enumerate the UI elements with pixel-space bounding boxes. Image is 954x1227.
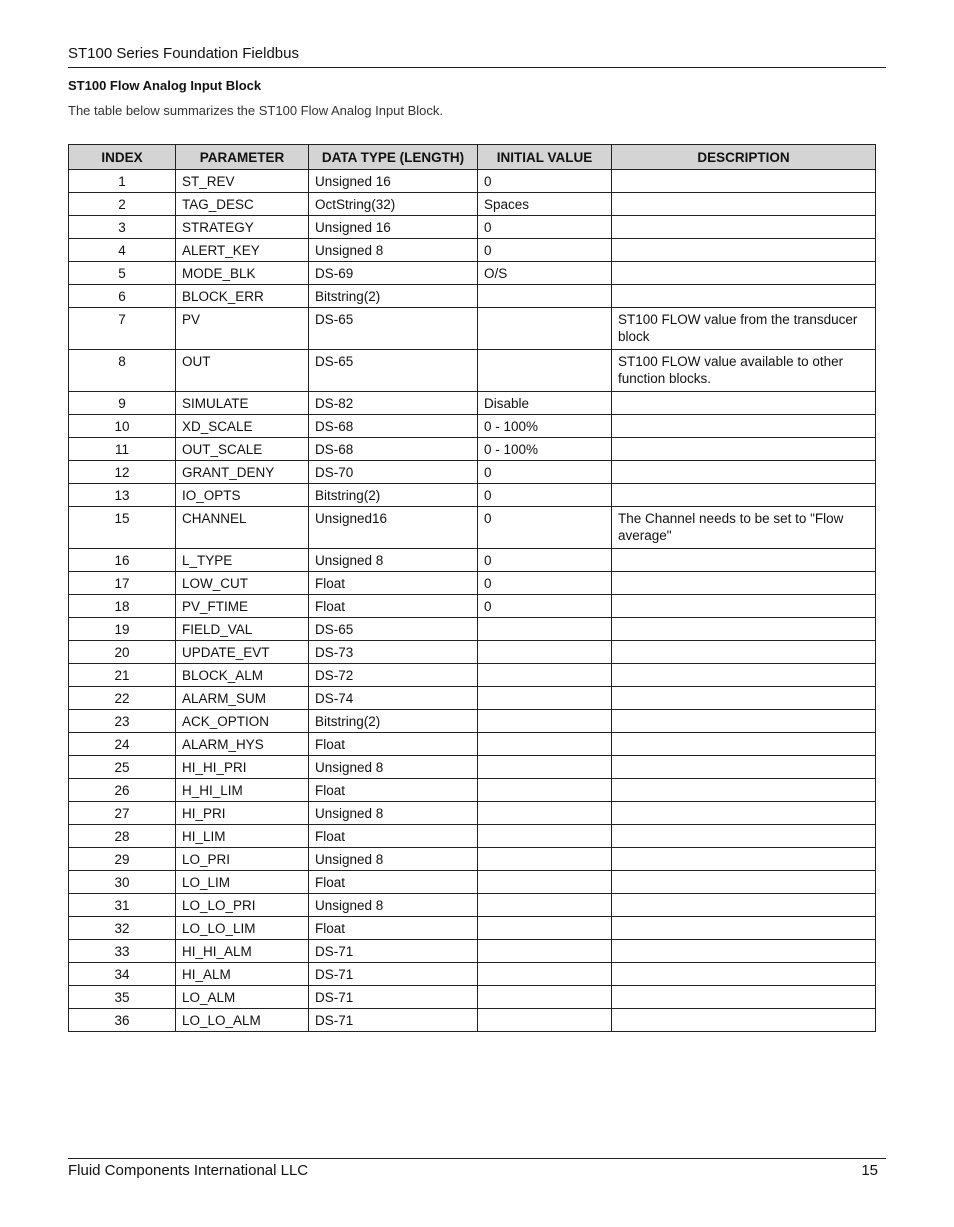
cell-initial-value <box>478 641 612 664</box>
column-header-description: DESCRIPTION <box>612 145 876 170</box>
cell-parameter: TAG_DESC <box>176 193 309 216</box>
cell-data-type: Bitstring(2) <box>309 285 478 308</box>
cell-initial-value: Disable <box>478 392 612 415</box>
cell-description <box>612 216 876 239</box>
cell-parameter: LO_LO_PRI <box>176 894 309 917</box>
table-row <box>69 285 876 308</box>
cell-initial-value <box>478 285 612 308</box>
cell-parameter: OUT_SCALE <box>176 438 309 461</box>
running-header-title: ST100 Series Foundation Fieldbus <box>68 45 299 62</box>
cell-index: 28 <box>69 825 176 848</box>
cell-initial-value <box>478 963 612 986</box>
cell-index: 10 <box>69 415 176 438</box>
cell-initial-value <box>478 848 612 871</box>
column-header-parameter: PARAMETER <box>176 145 309 170</box>
cell-description <box>612 572 876 595</box>
table-row <box>69 461 876 484</box>
cell-parameter: HI_ALM <box>176 963 309 986</box>
cell-initial-value: O/S <box>478 262 612 285</box>
cell-data-type: Float <box>309 917 478 940</box>
cell-index: 32 <box>69 917 176 940</box>
cell-index: 12 <box>69 461 176 484</box>
cell-index: 6 <box>69 285 176 308</box>
table-row <box>69 438 876 461</box>
cell-parameter: H_HI_LIM <box>176 779 309 802</box>
cell-parameter: LO_LIM <box>176 871 309 894</box>
cell-initial-value <box>478 802 612 825</box>
cell-description: The Channel needs to be set to "Flow average" <box>612 507 876 549</box>
cell-description <box>612 262 876 285</box>
cell-parameter: SIMULATE <box>176 392 309 415</box>
cell-index: 8 <box>69 350 176 392</box>
cell-initial-value: 0 <box>478 549 612 572</box>
table-row <box>69 216 876 239</box>
cell-data-type: Unsigned 8 <box>309 848 478 871</box>
cell-data-type: Unsigned 16 <box>309 170 478 193</box>
table-row <box>69 507 876 549</box>
cell-description <box>612 415 876 438</box>
cell-parameter: OUT <box>176 350 309 392</box>
cell-data-type: Float <box>309 779 478 802</box>
cell-initial-value: Spaces <box>478 193 612 216</box>
cell-data-type: Float <box>309 825 478 848</box>
cell-description <box>612 871 876 894</box>
table-header-row <box>69 145 876 170</box>
cell-initial-value: 0 <box>478 216 612 239</box>
cell-initial-value <box>478 894 612 917</box>
cell-data-type: DS-72 <box>309 664 478 687</box>
footer-rule <box>68 1158 886 1159</box>
cell-data-type: Float <box>309 595 478 618</box>
cell-data-type: Float <box>309 733 478 756</box>
cell-index: 9 <box>69 392 176 415</box>
cell-initial-value: 0 <box>478 239 612 262</box>
cell-index: 1 <box>69 170 176 193</box>
cell-parameter: HI_HI_PRI <box>176 756 309 779</box>
cell-description <box>612 894 876 917</box>
table-row <box>69 871 876 894</box>
cell-initial-value: 0 <box>478 484 612 507</box>
cell-index: 20 <box>69 641 176 664</box>
table-row <box>69 618 876 641</box>
cell-initial-value <box>478 308 612 350</box>
cell-description: ST100 FLOW value from the transducer block <box>612 308 876 350</box>
cell-initial-value: 0 <box>478 507 612 549</box>
column-header-data-type: DATA TYPE (LENGTH) <box>309 145 478 170</box>
cell-initial-value: 0 <box>478 595 612 618</box>
table-body <box>69 170 876 1032</box>
cell-index: 26 <box>69 779 176 802</box>
cell-parameter: HI_HI_ALM <box>176 940 309 963</box>
cell-data-type: DS-71 <box>309 963 478 986</box>
cell-description <box>612 963 876 986</box>
table-row <box>69 664 876 687</box>
table-row <box>69 848 876 871</box>
parameter-table <box>68 144 876 1032</box>
cell-index: 34 <box>69 963 176 986</box>
cell-data-type: DS-65 <box>309 350 478 392</box>
table-row <box>69 239 876 262</box>
cell-parameter: ALERT_KEY <box>176 239 309 262</box>
cell-description <box>612 710 876 733</box>
cell-data-type: Unsigned16 <box>309 507 478 549</box>
cell-initial-value <box>478 871 612 894</box>
table-row <box>69 963 876 986</box>
table-row <box>69 940 876 963</box>
cell-description <box>612 484 876 507</box>
table-row <box>69 193 876 216</box>
cell-index: 27 <box>69 802 176 825</box>
cell-description <box>612 193 876 216</box>
table-row <box>69 687 876 710</box>
cell-description: ST100 FLOW value available to other function blocks. <box>612 350 876 392</box>
cell-index: 16 <box>69 549 176 572</box>
cell-data-type: DS-71 <box>309 1009 478 1032</box>
table-row <box>69 733 876 756</box>
cell-parameter: FIELD_VAL <box>176 618 309 641</box>
cell-data-type: OctString(32) <box>309 193 478 216</box>
cell-parameter: HI_PRI <box>176 802 309 825</box>
section-intro: The table below summarizes the ST100 Flow Analog Input Block. <box>68 103 444 118</box>
cell-initial-value <box>478 1009 612 1032</box>
table-row <box>69 262 876 285</box>
cell-parameter: STRATEGY <box>176 216 309 239</box>
cell-description <box>612 917 876 940</box>
cell-data-type: Unsigned 8 <box>309 802 478 825</box>
table-row <box>69 170 876 193</box>
cell-data-type: DS-69 <box>309 262 478 285</box>
cell-parameter: ALARM_SUM <box>176 687 309 710</box>
cell-description <box>612 664 876 687</box>
column-header-initial-value: INITIAL VALUE <box>478 145 612 170</box>
cell-index: 36 <box>69 1009 176 1032</box>
cell-description <box>612 986 876 1009</box>
cell-parameter: ALARM_HYS <box>176 733 309 756</box>
cell-initial-value <box>478 779 612 802</box>
cell-parameter: GRANT_DENY <box>176 461 309 484</box>
cell-initial-value <box>478 986 612 1009</box>
cell-index: 13 <box>69 484 176 507</box>
cell-description <box>612 595 876 618</box>
table-row <box>69 894 876 917</box>
cell-description <box>612 940 876 963</box>
cell-index: 31 <box>69 894 176 917</box>
table-row <box>69 986 876 1009</box>
cell-index: 24 <box>69 733 176 756</box>
cell-index: 33 <box>69 940 176 963</box>
header-rule <box>68 67 886 68</box>
cell-description <box>612 733 876 756</box>
cell-data-type: Unsigned 16 <box>309 216 478 239</box>
cell-description <box>612 438 876 461</box>
cell-initial-value: 0 <box>478 572 612 595</box>
table-row <box>69 756 876 779</box>
table-row <box>69 641 876 664</box>
cell-parameter: CHANNEL <box>176 507 309 549</box>
cell-parameter: MODE_BLK <box>176 262 309 285</box>
cell-initial-value <box>478 710 612 733</box>
cell-initial-value <box>478 350 612 392</box>
cell-data-type: Float <box>309 871 478 894</box>
cell-data-type: DS-71 <box>309 986 478 1009</box>
cell-parameter: UPDATE_EVT <box>176 641 309 664</box>
cell-parameter: LO_LO_ALM <box>176 1009 309 1032</box>
cell-parameter: XD_SCALE <box>176 415 309 438</box>
cell-data-type: DS-70 <box>309 461 478 484</box>
cell-data-type: DS-68 <box>309 415 478 438</box>
cell-description <box>612 756 876 779</box>
cell-initial-value <box>478 756 612 779</box>
section-title: ST100 Flow Analog Input Block <box>68 78 262 93</box>
cell-data-type: Unsigned 8 <box>309 756 478 779</box>
cell-index: 17 <box>69 572 176 595</box>
cell-data-type: Bitstring(2) <box>309 710 478 733</box>
table-row <box>69 549 876 572</box>
page-number: 15 <box>861 1162 878 1179</box>
cell-description <box>612 239 876 262</box>
cell-parameter: PV <box>176 308 309 350</box>
cell-data-type: Unsigned 8 <box>309 894 478 917</box>
cell-data-type: DS-65 <box>309 308 478 350</box>
cell-description <box>612 848 876 871</box>
cell-parameter: PV_FTIME <box>176 595 309 618</box>
table-row <box>69 572 876 595</box>
cell-initial-value: 0 <box>478 461 612 484</box>
footer-company: Fluid Components International LLC <box>68 1162 309 1179</box>
table-row <box>69 415 876 438</box>
cell-index: 19 <box>69 618 176 641</box>
cell-parameter: ACK_OPTION <box>176 710 309 733</box>
cell-data-type: Float <box>309 572 478 595</box>
cell-initial-value: 0 - 100% <box>478 438 612 461</box>
table-row <box>69 917 876 940</box>
table-row <box>69 710 876 733</box>
cell-index: 2 <box>69 193 176 216</box>
cell-index: 3 <box>69 216 176 239</box>
table-row <box>69 392 876 415</box>
cell-initial-value <box>478 687 612 710</box>
cell-index: 30 <box>69 871 176 894</box>
cell-parameter: IO_OPTS <box>176 484 309 507</box>
cell-parameter: ST_REV <box>176 170 309 193</box>
cell-data-type: DS-68 <box>309 438 478 461</box>
cell-initial-value: 0 <box>478 170 612 193</box>
cell-parameter: BLOCK_ERR <box>176 285 309 308</box>
cell-parameter: LO_PRI <box>176 848 309 871</box>
cell-description <box>612 802 876 825</box>
column-header-index: INDEX <box>69 145 176 170</box>
cell-initial-value <box>478 664 612 687</box>
cell-index: 7 <box>69 308 176 350</box>
table-row <box>69 308 876 350</box>
cell-index: 5 <box>69 262 176 285</box>
cell-data-type: Unsigned 8 <box>309 549 478 572</box>
cell-index: 21 <box>69 664 176 687</box>
cell-parameter: LO_LO_LIM <box>176 917 309 940</box>
cell-description <box>612 549 876 572</box>
table-row <box>69 802 876 825</box>
cell-index: 29 <box>69 848 176 871</box>
cell-initial-value: 0 - 100% <box>478 415 612 438</box>
cell-initial-value <box>478 825 612 848</box>
table-row <box>69 484 876 507</box>
cell-parameter: LOW_CUT <box>176 572 309 595</box>
cell-description <box>612 618 876 641</box>
cell-description <box>612 641 876 664</box>
cell-parameter: BLOCK_ALM <box>176 664 309 687</box>
cell-parameter: L_TYPE <box>176 549 309 572</box>
cell-description <box>612 687 876 710</box>
table-row <box>69 595 876 618</box>
cell-data-type: Bitstring(2) <box>309 484 478 507</box>
cell-data-type: DS-82 <box>309 392 478 415</box>
cell-initial-value <box>478 733 612 756</box>
cell-data-type: Unsigned 8 <box>309 239 478 262</box>
cell-description <box>612 170 876 193</box>
cell-index: 35 <box>69 986 176 1009</box>
cell-data-type: DS-71 <box>309 940 478 963</box>
cell-index: 4 <box>69 239 176 262</box>
cell-index: 23 <box>69 710 176 733</box>
cell-description <box>612 461 876 484</box>
cell-description <box>612 825 876 848</box>
table-row <box>69 1009 876 1032</box>
cell-initial-value <box>478 618 612 641</box>
cell-index: 15 <box>69 507 176 549</box>
table-row <box>69 825 876 848</box>
table-row <box>69 779 876 802</box>
cell-parameter: HI_LIM <box>176 825 309 848</box>
cell-index: 11 <box>69 438 176 461</box>
cell-description <box>612 285 876 308</box>
cell-index: 25 <box>69 756 176 779</box>
cell-index: 18 <box>69 595 176 618</box>
cell-description <box>612 392 876 415</box>
cell-parameter: LO_ALM <box>176 986 309 1009</box>
cell-index: 22 <box>69 687 176 710</box>
cell-description <box>612 1009 876 1032</box>
cell-description <box>612 779 876 802</box>
cell-initial-value <box>478 917 612 940</box>
cell-data-type: DS-65 <box>309 618 478 641</box>
cell-initial-value <box>478 940 612 963</box>
table-row <box>69 350 876 392</box>
cell-data-type: DS-74 <box>309 687 478 710</box>
cell-data-type: DS-73 <box>309 641 478 664</box>
